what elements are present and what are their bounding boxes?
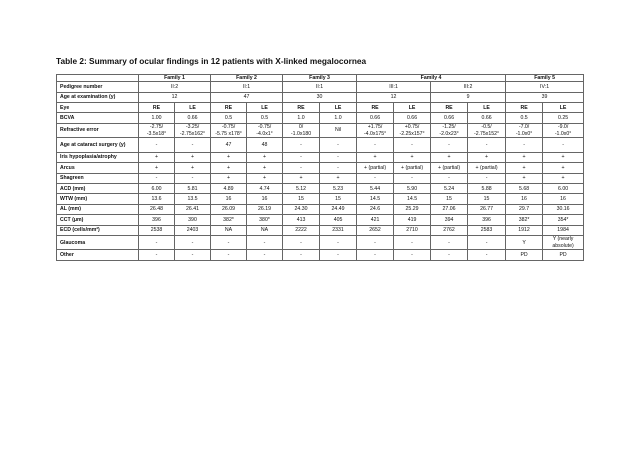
table-cell: [320, 123, 357, 138]
row-label: CCT (μm): [57, 215, 139, 225]
table-cell: 1.00: [139, 113, 175, 123]
table-cell: 5.23: [320, 183, 357, 193]
refractive-line-2: -2.25x157°: [399, 130, 425, 137]
table-cell: [506, 123, 543, 138]
row-label: ECD (cells/mm²): [57, 225, 139, 235]
table-cell: 1.0: [320, 113, 357, 123]
table-cell: 394: [431, 215, 468, 225]
refractive-line-1: +0.75/: [404, 124, 420, 131]
table-cell: -: [139, 173, 175, 183]
ecd-row: [57, 225, 584, 235]
table-cell: -: [211, 235, 247, 250]
table-cell: 0.66: [394, 113, 431, 123]
table-cell: 5.81: [175, 183, 211, 193]
refractive-line-1: -3.25/: [185, 124, 200, 131]
table-cell: + (partial): [357, 163, 394, 173]
table-cell: 5.44: [357, 183, 394, 193]
table-cell: 0.66: [357, 113, 394, 123]
table-cell: 419: [394, 215, 431, 225]
table-cell: NA: [247, 225, 283, 235]
table-cell: [283, 123, 320, 138]
table-cell: 5.88: [468, 183, 506, 193]
table-cell: +: [357, 152, 394, 162]
row-label: Shagreen: [57, 173, 139, 183]
table-cell: 5.12: [283, 183, 320, 193]
refractive-line-1: -1.25/: [442, 124, 456, 131]
table-cell: 26.48: [139, 204, 175, 214]
table-cell: 27.06: [431, 204, 468, 214]
table-cell: 47: [211, 138, 247, 153]
table-cell: -: [139, 138, 175, 153]
refractive-line-2: -1.0x0°: [515, 130, 533, 137]
table-cell: 382*: [211, 215, 247, 225]
table-cell: +: [211, 173, 247, 183]
family-header: Family 4: [357, 75, 506, 82]
refractive-line-1: +1.75/: [367, 124, 383, 131]
table-cell: 380*: [247, 215, 283, 225]
family-header-row: [57, 75, 584, 82]
table-cell: -: [431, 173, 468, 183]
table-cell: +: [506, 173, 543, 183]
refractive-line-2: -2.75x152°: [473, 130, 500, 137]
table-cell: III:1: [357, 82, 431, 92]
table-cell: II:1: [283, 82, 357, 92]
table-cell: 14.5: [394, 194, 431, 204]
eye-row: [57, 102, 584, 112]
table-cell: -: [506, 138, 543, 153]
table-cell: +: [247, 163, 283, 173]
table-cell: PD: [506, 250, 543, 260]
age-row: [57, 92, 584, 102]
table-cell: +: [247, 173, 283, 183]
refractive-line-1: -0.75/: [257, 124, 272, 131]
table-cell: 396: [468, 215, 506, 225]
table-cell: 0.5: [506, 113, 543, 123]
table-cell: +: [139, 152, 175, 162]
table-cell: -: [468, 250, 506, 260]
table-cell: 2538: [139, 225, 175, 235]
table-cell: 0.66: [468, 113, 506, 123]
table-cell: 29.7: [506, 204, 543, 214]
table-cell: 13.6: [139, 194, 175, 204]
table-cell: [394, 123, 431, 138]
refractive-line-1: 0/: [298, 124, 304, 131]
table-cell: 0.25: [543, 113, 584, 123]
row-label: Age at cataract surgery (y): [57, 138, 139, 153]
table-cell: +: [468, 152, 506, 162]
table-cell: -: [468, 173, 506, 183]
table-cell: 26.19: [247, 204, 283, 214]
table-cell: +: [175, 152, 211, 162]
table-cell: Y: [506, 235, 543, 250]
table-cell: 2331: [320, 225, 357, 235]
shagreen-row: [57, 173, 584, 183]
table-cell: 15: [431, 194, 468, 204]
table-cell: -: [357, 235, 394, 250]
table-cell: +: [543, 152, 584, 162]
table-cell: 5.90: [394, 183, 431, 193]
family-header: Family 1: [139, 75, 211, 82]
cct-row: [57, 215, 584, 225]
table-cell: 1984: [543, 225, 584, 235]
table-cell: Y (nearly absolute): [543, 235, 584, 250]
table-cell: 421: [357, 215, 394, 225]
arcus-row: [57, 163, 584, 173]
table-cell: 16: [211, 194, 247, 204]
table-cell: -: [175, 138, 211, 153]
table-cell: 2710: [394, 225, 431, 235]
row-label: Refractive error: [57, 123, 139, 138]
table-cell: RE: [357, 102, 394, 112]
row-label: Other: [57, 250, 139, 260]
table-cell: 382*: [506, 215, 543, 225]
other-row: [57, 250, 584, 260]
table-cell: 14.5: [357, 194, 394, 204]
refractive-line-2: -5.75 x178°: [215, 130, 242, 137]
table-cell: 2762: [431, 225, 468, 235]
table-cell: [247, 123, 283, 138]
table-cell: II:2: [139, 82, 211, 92]
table-cell: +: [431, 152, 468, 162]
table-cell: -: [394, 138, 431, 153]
wtw-row: [57, 194, 584, 204]
table-cell: +: [506, 163, 543, 173]
table-cell: 15: [283, 194, 320, 204]
table-cell: IV:1: [506, 82, 584, 92]
table-cell: [543, 123, 584, 138]
table-cell: [357, 123, 394, 138]
table-cell: 5.24: [431, 183, 468, 193]
table-cell: +: [543, 173, 584, 183]
acd-row: [57, 183, 584, 193]
refractive-line-2: -3.5x18°: [146, 130, 167, 137]
row-label: WTW (mm): [57, 194, 139, 204]
table-cell: [175, 123, 211, 138]
refractive-line-2: -2.75x162°: [179, 130, 206, 137]
table-cell: RE: [211, 102, 247, 112]
table-cell: 396: [139, 215, 175, 225]
table-cell: -: [320, 138, 357, 153]
table-cell: -: [175, 250, 211, 260]
table-cell: 30.16: [543, 204, 584, 214]
table-cell: 4.74: [247, 183, 283, 193]
table-cell: 2222: [283, 225, 320, 235]
table-cell: -: [139, 235, 175, 250]
table-cell: +: [139, 163, 175, 173]
table-cell: 24.49: [320, 204, 357, 214]
row-label: Arcus: [57, 163, 139, 173]
table-cell: RE: [431, 102, 468, 112]
table-cell: 48: [247, 138, 283, 153]
table-cell: -: [468, 235, 506, 250]
row-label: ACD (mm): [57, 183, 139, 193]
table-cell: LE: [394, 102, 431, 112]
table-cell: 26.77: [468, 204, 506, 214]
table-cell: 9: [431, 92, 506, 102]
table-cell: 2583: [468, 225, 506, 235]
table-cell: 2652: [357, 225, 394, 235]
row-label: AL (mm): [57, 204, 139, 214]
table-cell: -: [283, 163, 320, 173]
table-cell: 1.0: [283, 113, 320, 123]
table-cell: [468, 123, 506, 138]
table-cell: 16: [506, 194, 543, 204]
table-cell: 26.41: [175, 204, 211, 214]
table-cell: 16: [543, 194, 584, 204]
table-title: Table 2: Summary of ocular findings in 12 patients with X-linked megalocornea: [56, 56, 367, 66]
table-cell: 39: [506, 92, 584, 102]
table-cell: 15: [320, 194, 357, 204]
table-cell: -: [175, 173, 211, 183]
table-cell: LE: [543, 102, 584, 112]
table-cell: 413: [283, 215, 320, 225]
table-cell: -: [283, 235, 320, 250]
table-cell: 0.5: [211, 113, 247, 123]
family-header: Family 2: [211, 75, 283, 82]
table-cell: 30: [283, 92, 357, 102]
table-cell: +: [175, 163, 211, 173]
table-cell: 47: [211, 92, 283, 102]
table-cell: RE: [283, 102, 320, 112]
table-cell: LE: [175, 102, 211, 112]
row-label: Age at examination (y): [57, 92, 139, 102]
table-cell: -: [175, 235, 211, 250]
header-corner-cell: [57, 75, 139, 82]
table-cell: 24.30: [283, 204, 320, 214]
table-cell: +: [283, 173, 320, 183]
table-cell: -: [543, 138, 584, 153]
pedigree-row: [57, 82, 584, 92]
table-cell: -: [283, 138, 320, 153]
table-cell: [139, 123, 175, 138]
row-label: Glaucoma: [57, 235, 139, 250]
table-cell: 5.68: [506, 183, 543, 193]
table-cell: 16: [247, 194, 283, 204]
table-cell: 390: [175, 215, 211, 225]
table-cell: +: [320, 173, 357, 183]
table-cell: 25.29: [394, 204, 431, 214]
table-cell: -: [394, 235, 431, 250]
glaucoma-row: [57, 235, 584, 250]
table-body: [57, 75, 584, 261]
table-cell: +: [543, 163, 584, 173]
table-cell: -: [211, 250, 247, 260]
cataract-row: [57, 138, 584, 153]
table-cell: +: [247, 152, 283, 162]
ocular-findings-table: [56, 74, 584, 261]
refractive-line-2: -2.0x23°: [439, 130, 459, 137]
al-row: [57, 204, 584, 214]
table-cell: 0.66: [175, 113, 211, 123]
table-cell: 12: [357, 92, 431, 102]
table-cell: 0.5: [247, 113, 283, 123]
table-cell: 12: [139, 92, 211, 102]
table-cell: LE: [468, 102, 506, 112]
table-cell: -: [283, 250, 320, 260]
refractive-line-1: Nil: [335, 127, 342, 134]
table-cell: PD: [543, 250, 584, 260]
table-cell: -: [468, 138, 506, 153]
refractive-line-1: -2.75/: [149, 124, 164, 131]
refractive-line-2: -1.0x180: [290, 130, 312, 137]
refractive-line-2: -1.0x0°: [554, 130, 572, 137]
table-cell: + (partial): [468, 163, 506, 173]
table-cell: + (partial): [394, 163, 431, 173]
refractive-line-2: -4.0x175°: [363, 130, 387, 137]
row-label: BCVA: [57, 113, 139, 123]
table-cell: [431, 123, 468, 138]
table-cell: 354*: [543, 215, 584, 225]
table-cell: -: [247, 235, 283, 250]
table-cell: -: [357, 250, 394, 260]
table-cell: -: [431, 250, 468, 260]
table-cell: -: [247, 250, 283, 260]
table-cell: -: [394, 250, 431, 260]
refractive-line-1: -0.75/: [221, 124, 236, 131]
table-cell: 4.89: [211, 183, 247, 193]
table-cell: 2403: [175, 225, 211, 235]
row-label: Pedigree number: [57, 82, 139, 92]
table-cell: +: [211, 152, 247, 162]
table-cell: 24.6: [357, 204, 394, 214]
table-cell: -: [431, 235, 468, 250]
table-cell: -: [320, 250, 357, 260]
refractive-line-1: -0.5/: [481, 124, 492, 131]
table-cell: -: [320, 235, 357, 250]
table-cell: -: [431, 138, 468, 153]
table-cell: -: [357, 138, 394, 153]
bcva-row: [57, 113, 584, 123]
row-label: Eye: [57, 102, 139, 112]
table-cell: LE: [320, 102, 357, 112]
refractive-row: [57, 123, 584, 138]
refractive-line-1: -7.0/: [518, 124, 530, 131]
table-cell: 26.09: [211, 204, 247, 214]
table-cell: 15: [468, 194, 506, 204]
table-cell: II:1: [211, 82, 283, 92]
table-cell: -: [139, 250, 175, 260]
refractive-line-2: -4.0x1°: [256, 130, 273, 137]
table-cell: III:2: [431, 82, 506, 92]
table-cell: NA: [211, 225, 247, 235]
family-header: Family 5: [506, 75, 584, 82]
row-label: Iris hypoplasia/atrophy: [57, 152, 139, 162]
table-cell: -: [394, 173, 431, 183]
table-cell: RE: [139, 102, 175, 112]
table-cell: 405: [320, 215, 357, 225]
table-cell: [211, 123, 247, 138]
table-cell: 6.00: [543, 183, 584, 193]
iris-row: [57, 152, 584, 162]
table-cell: + (partial): [431, 163, 468, 173]
table-cell: 6.00: [139, 183, 175, 193]
family-header: Family 3: [283, 75, 357, 82]
table-cell: -: [357, 173, 394, 183]
table-cell: 0.66: [431, 113, 468, 123]
table-cell: +: [211, 163, 247, 173]
table-cell: -: [283, 152, 320, 162]
table-cell: LE: [247, 102, 283, 112]
refractive-line-1: -9.0/: [557, 124, 569, 131]
table-cell: -: [320, 163, 357, 173]
table-cell: RE: [506, 102, 543, 112]
table-cell: +: [506, 152, 543, 162]
table-cell: 13.5: [175, 194, 211, 204]
table-cell: -: [320, 152, 357, 162]
table-cell: +: [394, 152, 431, 162]
table-cell: 1912: [506, 225, 543, 235]
